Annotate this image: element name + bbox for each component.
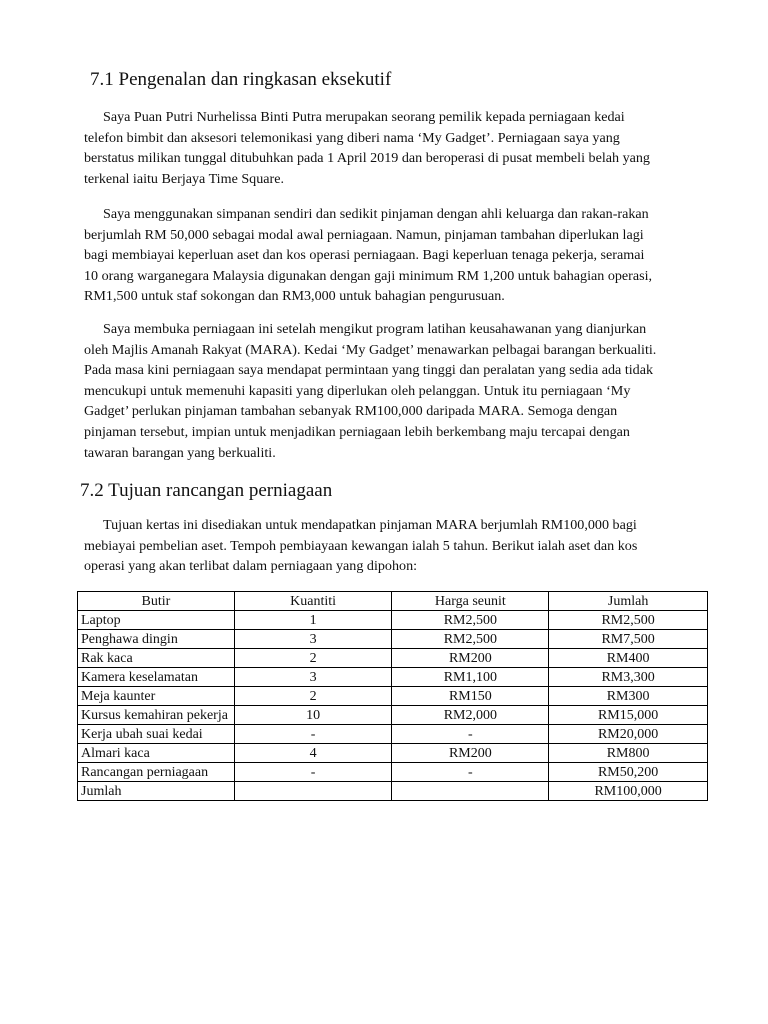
text-line: RM1,500 untuk staf sokongan dan RM3,000 untuk bahagian pengurusuan. <box>84 288 505 305</box>
cell-harga-seunit: RM200 <box>392 649 549 668</box>
cell-jumlah: RM20,000 <box>549 725 708 744</box>
section-heading-tujuan: 7.2 Tujuan rancangan perniagaan <box>80 480 333 501</box>
cell-harga-seunit: RM2,500 <box>392 611 549 630</box>
cell-butir: Jumlah <box>78 782 235 801</box>
cell-kuantiti: 3 <box>234 630 392 649</box>
cell-butir: Kamera keselamatan <box>78 668 235 687</box>
asset-cost-table <box>77 591 708 801</box>
text-line: oleh Majlis Amanah Rakyat (MARA). Kedai ‘My Gadget’ menawarkan pelbagai barangan berkualiti. <box>84 341 657 358</box>
cell-butir: Rancangan perniagaan <box>78 763 235 782</box>
header-jumlah: Jumlah <box>549 592 708 611</box>
text-line: Saya membuka perniagaan ini setelah mengikut program latihan keusahawanan yang dianjurkan <box>103 321 647 337</box>
text-line: bagi membiayai keperluan aset dan kos operasi perniagaan. Bagi keperluan tenaga pekerja, seramai <box>84 247 645 264</box>
cell-jumlah: RM2,500 <box>549 611 708 630</box>
text-line: Gadget’ perlukan pinjaman tambahan sebanyak RM100,000 daripada MARA. Semoga dengan <box>84 403 618 420</box>
text-line: operasi yang akan terlibat dalam perniagaan yang dipohon: <box>84 558 418 575</box>
table-total-row <box>78 782 708 801</box>
text-line: berjumlah RM 50,000 sebagai modal awal perniagaan. Namun, pinjaman tambahan diperlukan lagi <box>84 226 644 243</box>
text-line: Tujuan kertas ini disediakan untuk mendapatkan pinjaman MARA berjumlah RM100,000 bagi <box>103 517 637 533</box>
paragraph-purpose <box>84 515 704 577</box>
cell-kuantiti: 4 <box>234 744 392 763</box>
header-butir: Butir <box>78 592 235 611</box>
text-line: terkenal iaitu Berjaya Time Square. <box>84 170 285 187</box>
text-line: Pada masa kini perniagaan saya mendapat permintaan yang tinggi dan peralatan yang sedia ada tidak <box>84 362 654 379</box>
paragraph-intro <box>84 107 704 189</box>
text-line: 10 orang warganegara Malaysia digunakan dengan gaji minimum RM 1,200 untuk bahagian operasi, <box>84 267 653 284</box>
cell-kuantiti: - <box>234 725 392 744</box>
cell-harga-seunit: RM2,000 <box>392 706 549 725</box>
cell-kuantiti: 3 <box>234 668 392 687</box>
text-line: telefon bimbit dan aksesori telemonikasi yang diberi nama ‘My Gadget’. Perniagaan saya yang <box>84 129 620 146</box>
cell-butir: Meja kaunter <box>78 687 235 706</box>
text-line: berstatus milikan tunggal ditubuhkan pada 1 April 2019 dan beroperasi di pusat membeli belah yang <box>84 150 650 167</box>
cell-harga-seunit: RM150 <box>392 687 549 706</box>
cell-harga-seunit <box>392 782 549 801</box>
cell-jumlah: RM800 <box>549 744 708 763</box>
cell-kuantiti: 1 <box>234 611 392 630</box>
table-header-row <box>78 592 708 611</box>
text-line: Saya Puan Putri Nurhelissa Binti Putra merupakan seorang pemilik kepada perniagaan kedai <box>103 109 625 125</box>
cell-jumlah: RM400 <box>549 649 708 668</box>
cell-butir: Penghawa dingin <box>78 630 235 649</box>
cell-butir: Laptop <box>78 611 235 630</box>
table-row <box>78 687 708 706</box>
header-harga-seunit: Harga seunit <box>392 592 549 611</box>
cell-jumlah: RM3,300 <box>549 668 708 687</box>
table-row <box>78 630 708 649</box>
text-line: pinjaman tersebut, impian untuk menjadikan perniagaan lebih berkembang maju tercapai dengan <box>84 423 630 440</box>
cell-kuantiti <box>234 782 392 801</box>
cell-harga-seunit: - <box>392 763 549 782</box>
cell-jumlah: RM7,500 <box>549 630 708 649</box>
cell-jumlah: RM50,200 <box>549 763 708 782</box>
cell-harga-seunit: RM1,100 <box>392 668 549 687</box>
paragraph-mara <box>84 319 704 463</box>
table-row <box>78 649 708 668</box>
text-line: Saya menggunakan simpanan sendiri dan sedikit pinjaman dengan ahli keluarga dan rakan-rakan <box>103 206 649 222</box>
table-row <box>78 668 708 687</box>
cell-jumlah: RM15,000 <box>549 706 708 725</box>
cell-harga-seunit: - <box>392 725 549 744</box>
cell-jumlah: RM300 <box>549 687 708 706</box>
table-row <box>78 706 708 725</box>
paragraph-capital <box>84 204 704 307</box>
cell-butir: Almari kaca <box>78 744 235 763</box>
table-row <box>78 744 708 763</box>
cell-butir: Rak kaca <box>78 649 235 668</box>
cell-harga-seunit: RM200 <box>392 744 549 763</box>
text-line: mencukupi untuk memenuhi kapasiti yang diperlukan oleh pelanggan. Untuk itu perniagaan ‘My <box>84 382 631 399</box>
cell-kuantiti: 2 <box>234 649 392 668</box>
table-row <box>78 763 708 782</box>
cell-kuantiti: 10 <box>234 706 392 725</box>
table-row <box>78 725 708 744</box>
header-kuantiti: Kuantiti <box>234 592 392 611</box>
text-line: mebiayai pembelian aset. Tempoh pembiayaan kewangan ialah 5 tahun. Berikut ialah aset dan kos <box>84 537 638 554</box>
cell-kuantiti: - <box>234 763 392 782</box>
cell-butir: Kursus kemahiran pekerja <box>78 706 235 725</box>
cell-jumlah: RM100,000 <box>549 782 708 801</box>
cell-butir: Kerja ubah suai kedai <box>78 725 235 744</box>
table-row <box>78 611 708 630</box>
section-heading-pengenalan: 7.1 Pengenalan dan ringkasan eksekutif <box>90 69 392 90</box>
text-line: tawaran barangan yang berkualiti. <box>84 444 276 461</box>
cell-harga-seunit: RM2,500 <box>392 630 549 649</box>
cell-kuantiti: 2 <box>234 687 392 706</box>
